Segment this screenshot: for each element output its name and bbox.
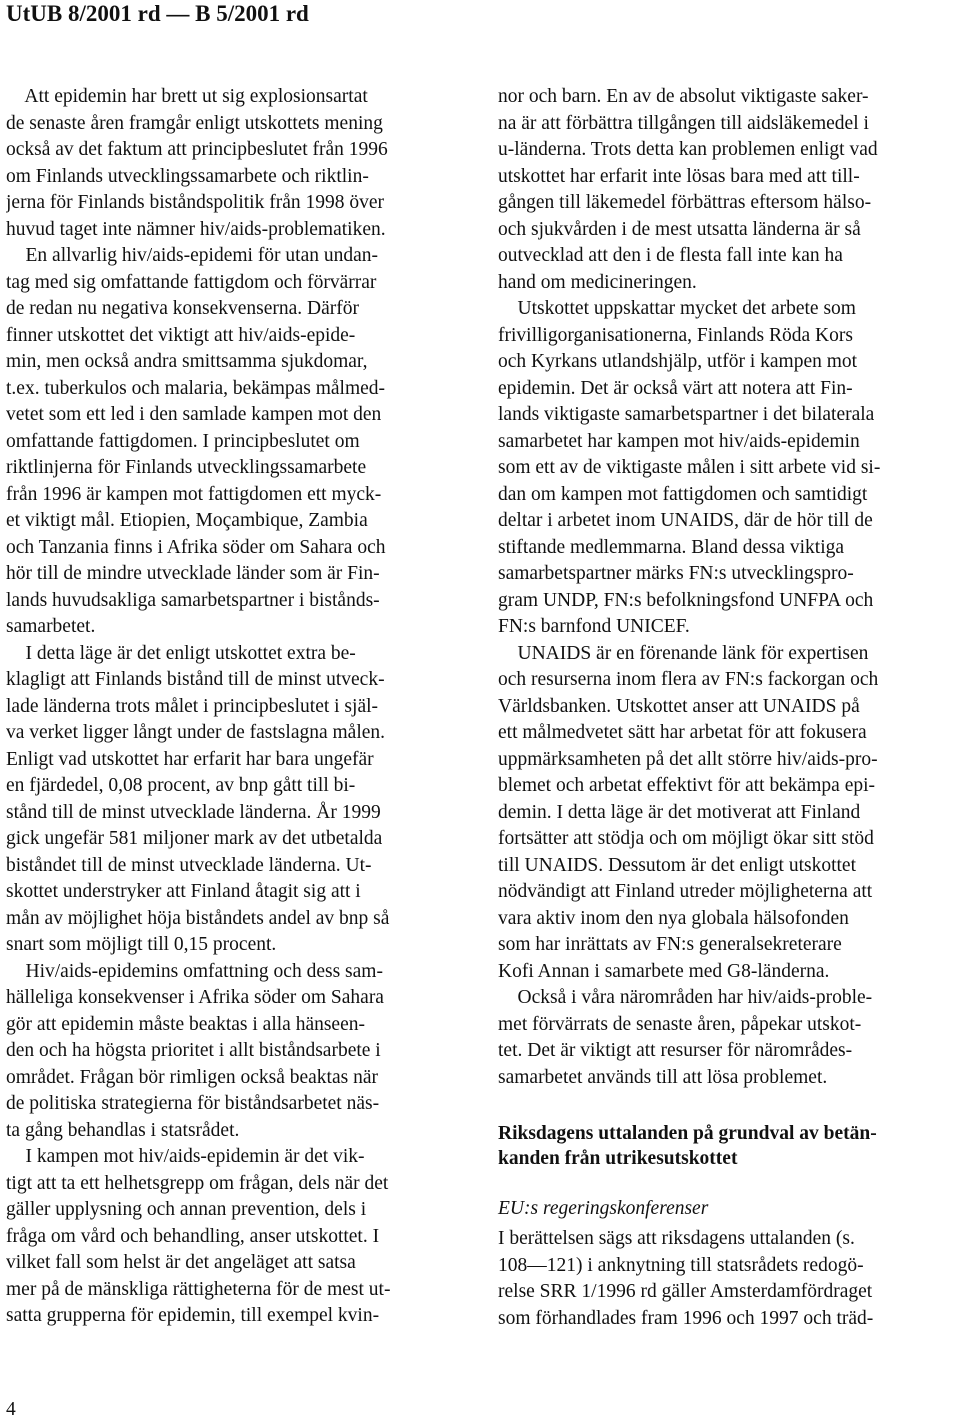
text-line: skottet understryker att Finland åtagit sig att i [6, 881, 361, 902]
page-number: 4 [6, 1399, 16, 1420]
text-line: frivilligorganisationerna, Finlands Röda Kors [498, 324, 853, 346]
text-line: kanden från utrikesutskottet [498, 1148, 738, 1169]
text-line: nödvändigt att Finland utreder möjligheterna att [498, 881, 873, 902]
text-line: klagligt att Finlands bistånd till de minst utveck- [6, 669, 385, 690]
paragraph [6, 243, 466, 641]
text-line: samarbetet har kampen mot hiv/aids-epidemin [498, 430, 860, 452]
text-line: fråga om vård och behandling, anser utskottet. I [6, 1225, 380, 1247]
text-line: huvud taget inte nämner hiv/aids-problematiken. [6, 218, 386, 240]
text-line: va verket ligger långt under de fastslagna målen. [6, 722, 386, 743]
text-line: gäller upplysning och annan prevention, dels i [6, 1199, 367, 1220]
text-line: UNAIDS är en förenande länk för expertisen [498, 642, 869, 664]
text-line: och resurserna inom flera av FN:s fackorgan och [498, 669, 879, 690]
text-line: u-länderna. Trots detta kan problemen enligt vad [498, 139, 878, 160]
text-line: En allvarlig hiv/aids-epidemi för utan undan- [6, 245, 379, 266]
right-column [498, 84, 956, 1332]
text-line: om Finlands utvecklingssamarbete och riktlin- [6, 165, 369, 187]
text-line: samarbetet används till att lösa problemet. [498, 1066, 828, 1088]
text-line: området. Frågan bör rimligen också beaktas när [6, 1066, 378, 1088]
text-line: gick ungefär 581 miljoner mark av det utbetalda [6, 828, 383, 849]
text-line: I detta läge är det enligt utskottet extra be- [6, 642, 356, 664]
text-line: och sjukvården i de mest utsatta länderna är så [498, 218, 861, 240]
text-line: till UNAIDS. Dessutom är det enligt utskottet [498, 854, 857, 876]
text-line: en fjärdedel, 0,08 procent, av bnp gått till bi- [6, 775, 356, 796]
text-line: relse SRR 1/1996 rd gäller Amsterdamfördraget [498, 1281, 873, 1302]
text-line: FN:s barnfond UNICEF. [498, 616, 690, 637]
text-line: vetet som ett led i den samlade kampen mot den [6, 404, 382, 425]
text-line: satta grupperna för epidemin, till exempel kvin- [6, 1305, 380, 1326]
text-line: stiftande medlemmarna. Bland dessa viktiga [498, 536, 845, 558]
text-line: Också i våra närområden har hiv/aids-proble- [498, 987, 873, 1008]
text-line: också av det faktum att principbeslutet från 1996 [6, 139, 388, 160]
text-line: vilket fall som helst är det angeläget att satsa [6, 1252, 356, 1273]
text-line: de senaste åren framgår enligt utskottets mening [6, 112, 383, 134]
text-line: mån av möjlighet höja biståndets andel av bnp så [6, 907, 390, 929]
running-header: UtUB 8/2001 rd — B 5/2001 rd [6, 1, 309, 26]
text-line: samarbetet. [6, 616, 96, 637]
text-line: Världsbanken. Utskottet anser att UNAIDS på [498, 695, 860, 717]
text-line: gången till läkemedel förbättras eftersom hälso- [498, 192, 872, 213]
paragraph [498, 84, 956, 296]
text-line: gör att epidemin måste beaktas i alla hänseen- [6, 1013, 365, 1035]
text-line: ett målmedvetet sätt har arbetat för att fokusera [498, 722, 867, 743]
text-line: tet. Det är viktigt att resurser för närområdes- [498, 1040, 853, 1061]
paragraph [6, 641, 466, 959]
text-line: finner utskottet det viktigt att hiv/aids-epide- [6, 324, 356, 346]
text-line: lands huvudsakliga samarbetspartner i bistånds- [6, 589, 380, 611]
text-line: och Kyrkans utlandshjälp, utför i kampen mot [498, 351, 858, 372]
text-line: stånd till de minst utvecklade länderna. År 1999 [6, 801, 381, 823]
text-line: ta gång behandlas i statsrådet. [6, 1119, 240, 1141]
text-line: hör till de mindre utvecklade länder som är Fin- [6, 563, 380, 584]
subsection-heading [498, 1195, 956, 1222]
text-line: jerna för Finlands biståndspolitik från 1998 över [6, 192, 385, 213]
text-line: t.ex. tuberkulos och malaria, bekämpas målmed- [6, 377, 386, 399]
text-line: den och ha högsta prioritet i allt biståndsarbete i [6, 1040, 381, 1061]
text-line: biståndet till de minst utvecklade länderna. Ut- [6, 854, 372, 876]
text-line: Hiv/aids-epidemins omfattning och dess sam- [6, 960, 383, 982]
text-line: gram UNDP, FN:s befolkningsfond UNFPA och [498, 589, 874, 611]
paragraph [6, 84, 466, 243]
text-line: Riksdagens uttalanden på grundval av betän- [498, 1123, 877, 1144]
text-line: outvecklad att den i de flesta fall inte kan ha [498, 245, 843, 266]
text-line: na är att förbättra tillgången till aidsläkemedel i [498, 112, 869, 134]
text-line: och Tanzania finns i Afrika söder om Sahara och [6, 536, 386, 558]
paragraph [6, 959, 466, 1145]
text-line: riktlinjerna för Finlands utvecklingssamarbete [6, 457, 367, 478]
text-line: met förvärrats de senaste åren, påpekar utskot- [498, 1013, 862, 1035]
text-line: I kampen mot hiv/aids-epidemin är det vik- [6, 1146, 365, 1167]
paragraph [498, 296, 956, 641]
text-line: EU:s regeringskonferenser [498, 1198, 709, 1219]
text-line: fortsätter att stödja och om möjligt ökar sitt stöd [498, 828, 874, 849]
text-line: tag med sig omfattande fattigdom och förvärrar [6, 271, 377, 293]
text-line: dan om kampen mot fattigdomen och samtidigt [498, 483, 868, 505]
text-line: som ett av de viktigaste målen i sitt arbete vid si- [498, 457, 881, 478]
text-line: et viktigt mål. Etiopien, Moçambique, Zambia [6, 510, 368, 531]
text-line: lands viktigaste samarbetspartner i det bilaterala [498, 404, 875, 425]
text-line: tigt att ta ett helhetsgrepp om frågan, dels när det [6, 1172, 389, 1194]
paragraph-gap [498, 1091, 956, 1121]
text-line: utskottet har erfarit inte lösas bara med att till- [498, 165, 860, 187]
text-line: I berättelsen sägs att riksdagens uttalanden (s. [498, 1228, 855, 1249]
text-line: snart som möjligt till 0,15 procent. [6, 934, 277, 955]
paragraph [498, 1226, 956, 1332]
text-line: mer på de mänskliga rättigheterna för de mest ut- [6, 1278, 391, 1300]
text-line: hälleliga konsekvenser i Afrika söder om Sahara [6, 987, 384, 1008]
section-heading [498, 1121, 956, 1171]
text-line: min, men också andra smittsamma sjukdomar, [6, 351, 368, 372]
text-line: de politiska strategierna för biståndsarbetet näs- [6, 1093, 380, 1114]
text-line: lade länderna trots målet i principbeslutet i själ- [6, 695, 379, 717]
text-line: vara aktiv inom den nya globala hälsofonden [498, 907, 849, 929]
paragraph-gap [498, 1171, 956, 1195]
text-line: uppmärksamheten på det allt större hiv/aids-pro- [498, 748, 878, 770]
text-line: samarbetspartner märks FN:s utvecklingspro- [498, 563, 854, 584]
text-line: Kofi Annan i samarbete med G8-länderna. [498, 960, 830, 982]
text-line: deltar i arbetet inom UNAIDS, där de hör till de [498, 510, 873, 531]
text-line: demin. I detta läge är det motiverat att Finland [498, 801, 861, 823]
text-line: epidemin. Det är också värt att notera att Fin- [498, 377, 853, 399]
text-line: hand om medicineringen. [498, 271, 697, 293]
text-line: de redan nu negativa konsekvenserna. Därför [6, 298, 360, 319]
text-line: 108—121) i anknytning till statsrådets redogö- [498, 1254, 864, 1276]
text-line: från 1996 är kampen mot fattigdomen ett myck- [6, 483, 382, 505]
text-line: nor och barn. En av de absolut viktigaste saker- [498, 86, 869, 107]
paragraph [498, 641, 956, 986]
text-line: Utskottet uppskattar mycket det arbete som [498, 298, 856, 319]
left-column [6, 84, 466, 1330]
text-line: Enligt vad utskottet har erfarit har bara ungefär [6, 748, 374, 770]
text-line: som förhandlades fram 1996 och 1997 och träd- [498, 1307, 874, 1329]
text-line: blemet och arbetat effektivt för att bekämpa epi- [498, 775, 876, 796]
text-line: omfattande fattigdomen. I principbeslutet om [6, 430, 360, 452]
paragraph [498, 985, 956, 1091]
paragraph [6, 1144, 466, 1330]
text-line: som har inrättats av FN:s generalsekreterare [498, 934, 842, 955]
text-line: Att epidemin har brett ut sig explosionsartat [6, 86, 368, 107]
